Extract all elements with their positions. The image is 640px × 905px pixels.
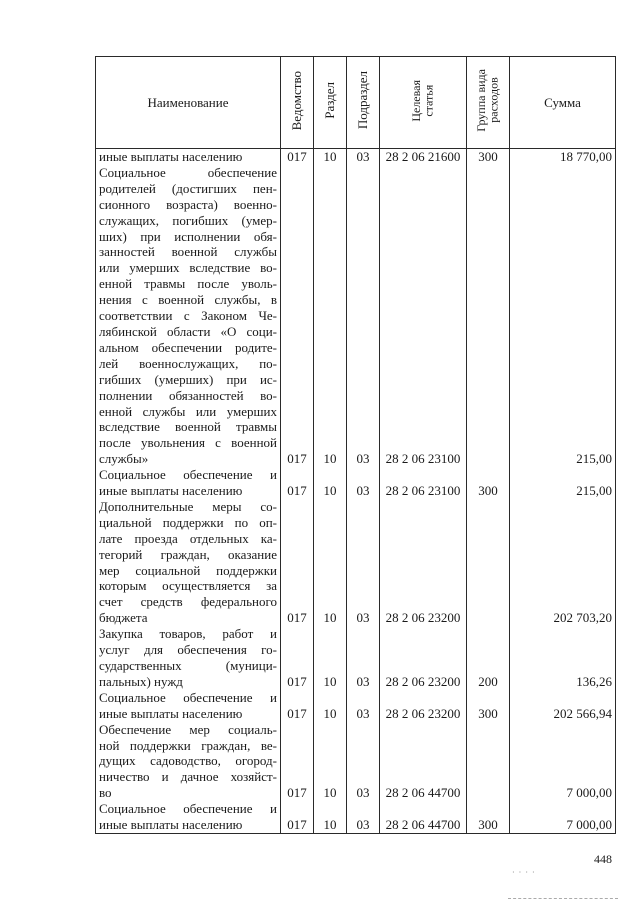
- name-cell: [96, 722, 281, 802]
- name-line: ничество и дачное хозяйст-: [99, 769, 277, 785]
- subsection-cell: 03: [347, 690, 380, 722]
- name-cell: [96, 467, 281, 499]
- table-row: [96, 165, 616, 467]
- name-line: ной поддержки граждан, ве-: [99, 737, 277, 753]
- name-line: лей военнослужащих, по-: [99, 355, 277, 371]
- subsection-cell: 03: [347, 499, 380, 626]
- budget-table: [95, 56, 616, 834]
- group-cell: 200: [467, 626, 510, 690]
- header-sum: [510, 57, 616, 149]
- department-cell: 017: [281, 467, 314, 499]
- name-line: ших) при исполнении обя-: [99, 228, 277, 244]
- name-line: енной травмы после уволь-: [99, 276, 277, 292]
- section-cell: 10: [314, 165, 347, 467]
- name-line: во: [99, 785, 112, 801]
- name-line: услуг для обеспечения го-: [99, 642, 277, 658]
- section-cell: 10: [314, 467, 347, 499]
- name-cell: [96, 149, 281, 165]
- name-line: соответствии с Законом Че-: [99, 308, 277, 324]
- table-body: [96, 149, 616, 834]
- subsection-cell: 03: [347, 467, 380, 499]
- name-line: служащих, погибших (умер-: [99, 212, 277, 228]
- target-cell: 28 2 06 23100: [380, 165, 467, 467]
- group-cell: [467, 165, 510, 467]
- name-line: мер социальной поддержки: [99, 562, 277, 578]
- name-line: службы»: [99, 451, 149, 467]
- name-cell: [96, 626, 281, 690]
- header-target: [380, 57, 467, 149]
- scan-artifact: · · · ·: [512, 868, 536, 877]
- header-group-line2: расходов: [487, 77, 501, 124]
- scan-artifact-line: [508, 898, 618, 899]
- department-cell: 017: [281, 801, 314, 833]
- header-subsection: [347, 57, 380, 149]
- header-group-line1: Группа вида: [474, 69, 489, 132]
- name-line: Социальное обеспечение: [99, 164, 277, 180]
- name-line: после увольнения с военной: [99, 435, 277, 451]
- name-line: Обеспечение мер социаль-: [99, 721, 277, 737]
- name-line: родителей (достигших пен-: [99, 180, 277, 196]
- name-line: нения с военной службы, в: [99, 292, 277, 308]
- header-sum-label: Сумма: [544, 94, 581, 110]
- name-line: лябинской области «О соци-: [99, 323, 277, 339]
- section-cell: 10: [314, 626, 347, 690]
- header-group-label: [475, 69, 500, 132]
- page-number: 448: [594, 852, 612, 866]
- subsection-cell: 03: [347, 149, 380, 165]
- name-line: пальных) нужд: [99, 673, 183, 689]
- name-line: Закупка товаров, работ и: [99, 626, 277, 642]
- name-line: счет средств федерального: [99, 594, 277, 610]
- target-cell: 28 2 06 23200: [380, 626, 467, 690]
- target-cell: 28 2 06 23100: [380, 467, 467, 499]
- subsection-cell: 03: [347, 722, 380, 802]
- name-line: лате проезда отдельных ка-: [99, 530, 277, 546]
- target-cell: 28 2 06 44700: [380, 722, 467, 802]
- header-section-label: Раздел: [322, 82, 338, 119]
- name-line: альном обеспечении родите-: [99, 339, 277, 355]
- name-line: иные выплаты населению: [99, 817, 243, 833]
- group-cell: 300: [467, 801, 510, 833]
- department-cell: 017: [281, 722, 314, 802]
- name-line: бюджета: [99, 610, 148, 626]
- table-row: [96, 722, 616, 802]
- table-row: [96, 149, 616, 165]
- name-line: занностей военной службы: [99, 244, 277, 260]
- header-subsection-label: Подраздел: [355, 71, 371, 130]
- sum-cell: 215,00: [510, 165, 616, 467]
- name-line: Дополнительные меры со-: [99, 498, 277, 514]
- sum-cell: 136,26: [510, 626, 616, 690]
- sum-cell: 202 703,20: [510, 499, 616, 626]
- section-cell: 10: [314, 690, 347, 722]
- table-row: [96, 467, 616, 499]
- name-line: тегорий граждан, оказание: [99, 546, 277, 562]
- group-cell: 300: [467, 690, 510, 722]
- name-line: полнении обязанностей во-: [99, 387, 277, 403]
- group-cell: [467, 722, 510, 802]
- header-name: [96, 57, 281, 149]
- name-line: вследствие военной травмы: [99, 419, 277, 435]
- name-line: Социальное обеспечение и: [99, 689, 277, 705]
- name-line: иные выплаты населению: [99, 705, 243, 721]
- name-line: гибших (умерших) при ис-: [99, 371, 277, 387]
- sum-cell: 7 000,00: [510, 801, 616, 833]
- header-target-label: [410, 80, 435, 122]
- table-row: [96, 690, 616, 722]
- sum-cell: 7 000,00: [510, 722, 616, 802]
- header-name-label: Наименование: [147, 94, 229, 110]
- table-row: [96, 801, 616, 833]
- group-cell: 300: [467, 467, 510, 499]
- name-line: Социальное обеспечение и: [99, 467, 277, 483]
- subsection-cell: 03: [347, 165, 380, 467]
- name-line: Социальное обеспечение и: [99, 801, 277, 817]
- department-cell: 017: [281, 690, 314, 722]
- department-cell: 017: [281, 499, 314, 626]
- header-target-line1: Целевая: [409, 79, 424, 122]
- sum-cell: 215,00: [510, 467, 616, 499]
- target-cell: 28 2 06 21600: [380, 149, 467, 165]
- group-cell: [467, 499, 510, 626]
- section-cell: 10: [314, 149, 347, 165]
- name-line: сионного возраста) военно-: [99, 196, 277, 212]
- section-cell: 10: [314, 722, 347, 802]
- name-line: или умерших вследствие во-: [99, 260, 277, 276]
- department-cell: 017: [281, 165, 314, 467]
- header-department-label: Ведомство: [289, 70, 305, 131]
- header-target-line2: статья: [422, 84, 436, 117]
- sum-cell: 202 566,94: [510, 690, 616, 722]
- target-cell: 28 2 06 23200: [380, 690, 467, 722]
- name-cell: [96, 801, 281, 833]
- table-row: [96, 626, 616, 690]
- name-line: циальной поддержки по оп-: [99, 514, 277, 530]
- name-line: иные выплаты населению: [99, 149, 243, 164]
- header-section: [314, 57, 347, 149]
- sum-cell: 18 770,00: [510, 149, 616, 165]
- subsection-cell: 03: [347, 626, 380, 690]
- name-cell: [96, 499, 281, 626]
- section-cell: 10: [314, 499, 347, 626]
- department-cell: 017: [281, 149, 314, 165]
- target-cell: 28 2 06 44700: [380, 801, 467, 833]
- table-row: [96, 499, 616, 626]
- name-line: енной службы или умерших: [99, 403, 277, 419]
- target-cell: 28 2 06 23200: [380, 499, 467, 626]
- name-cell: [96, 690, 281, 722]
- name-line: дущих садоводство, огород-: [99, 753, 277, 769]
- name-line: сударственных (муници-: [99, 658, 277, 673]
- name-cell: [96, 165, 281, 467]
- name-line: которым осуществляется за: [99, 578, 277, 594]
- name-line: иные выплаты населению: [99, 483, 243, 499]
- header-department: [281, 57, 314, 149]
- section-cell: 10: [314, 801, 347, 833]
- subsection-cell: 03: [347, 801, 380, 833]
- header-group: [467, 57, 510, 149]
- department-cell: 017: [281, 626, 314, 690]
- group-cell: 300: [467, 149, 510, 165]
- table-header-row: [96, 57, 616, 149]
